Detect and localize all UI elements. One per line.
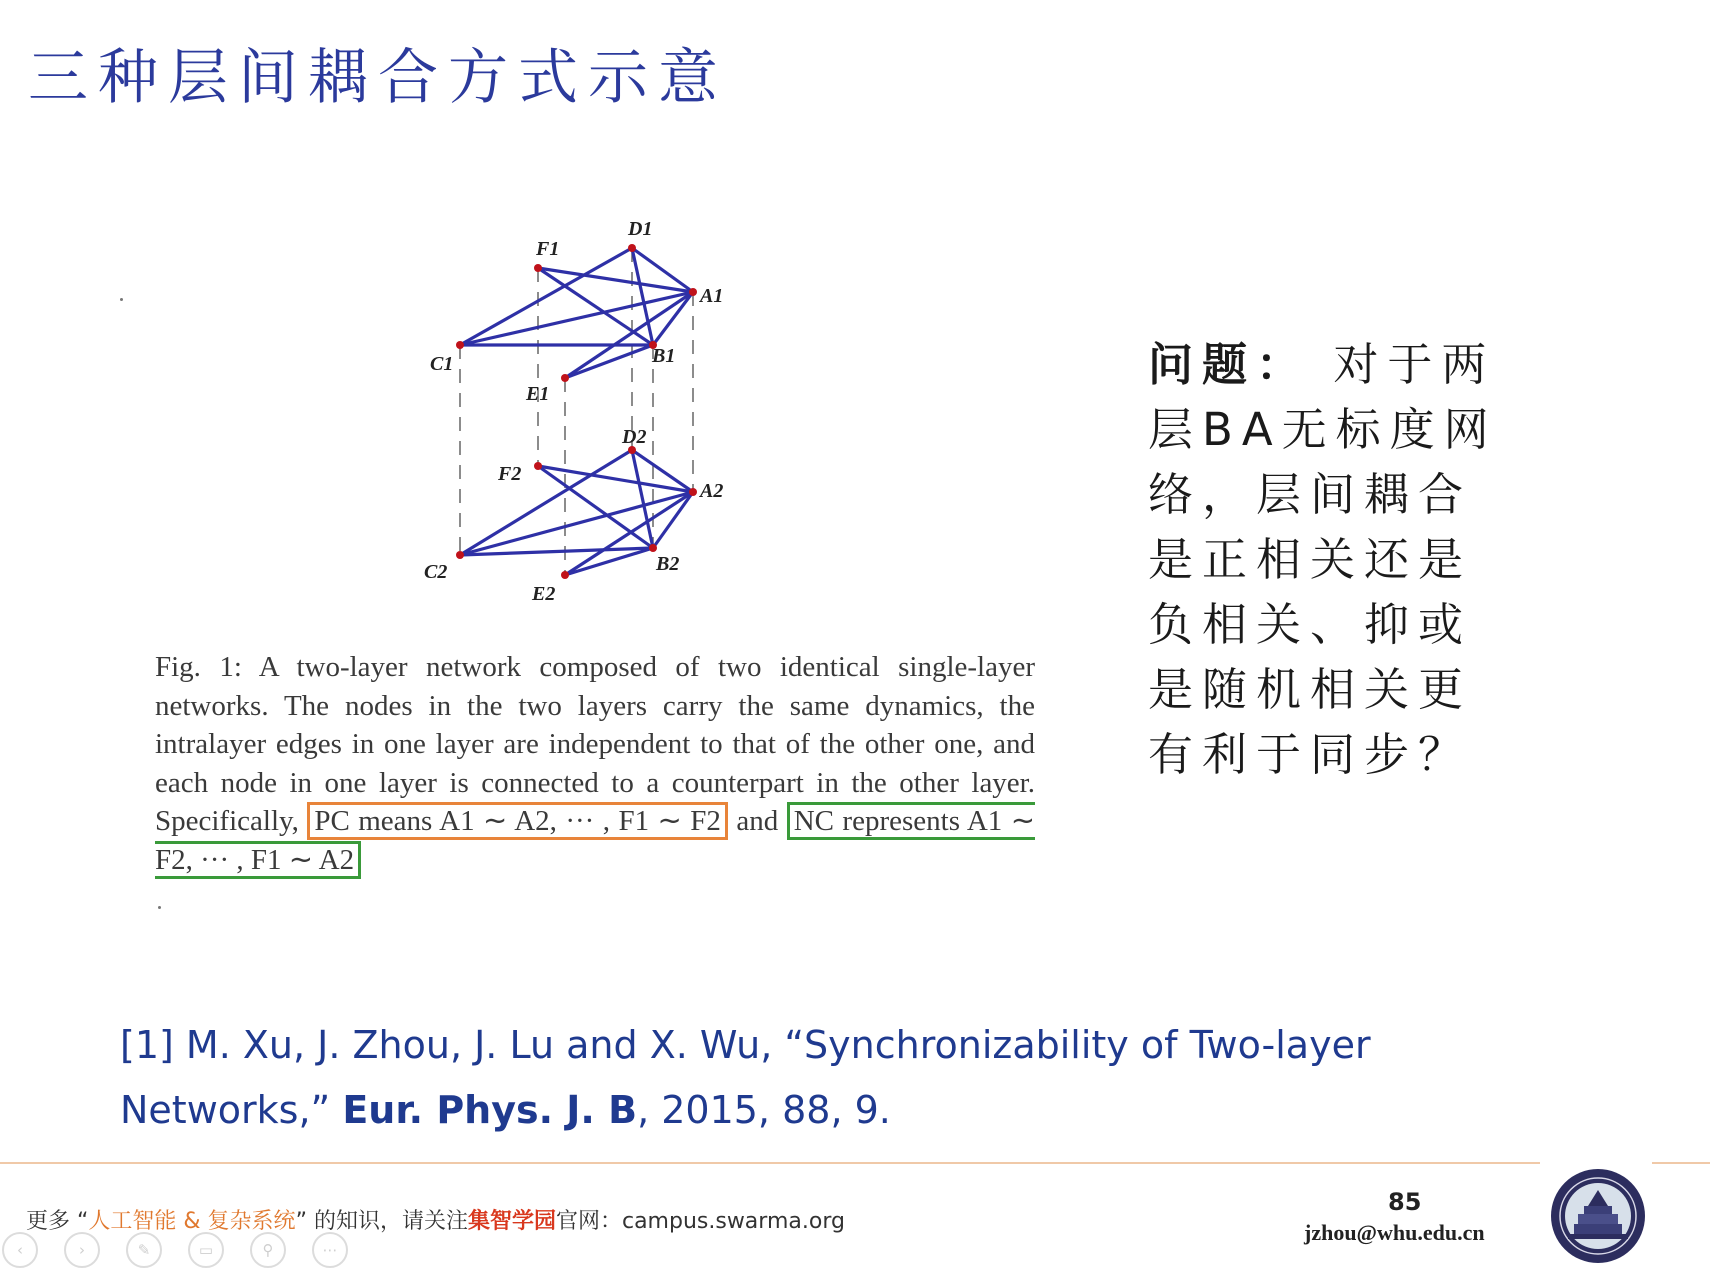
node-d1 (628, 244, 636, 252)
zoom-button[interactable]: ⚲ (250, 1232, 286, 1268)
question-label: 问题： (1148, 338, 1311, 391)
reference-journal: Eur. Phys. J. B (342, 1088, 638, 1132)
node-label-c1: C1 (430, 353, 454, 375)
prev-slide-button[interactable]: ‹ (2, 1232, 38, 1268)
node-label-a2: A2 (700, 480, 724, 502)
node-label-e1: E1 (526, 383, 550, 405)
author-email: jzhou@whu.edu.cn (1304, 1220, 1485, 1245)
more-options-button[interactable]: ⋯ (312, 1232, 348, 1268)
footer-divider (1652, 1162, 1710, 1164)
footer-text-pre: 更多 “ (26, 1209, 89, 1234)
interlayer-links (460, 248, 693, 575)
footer-brand: 集智学园 (467, 1209, 556, 1234)
footer-website: 官网：campus.swarma.org (555, 1209, 845, 1234)
node-label-c2: C2 (424, 561, 448, 583)
stray-dot (158, 906, 161, 909)
reference-prefix: [1] M. Xu, J. Zhou, J. Lu and X. Wu, “Synchronizability of Two-layer Networks,” (120, 1023, 1371, 1132)
edge-d2-b2 (632, 450, 653, 548)
nc-highlight-box: NC represents A1 ∼ F2, ··· , F1 ∼ A2 (155, 802, 1035, 879)
node-label-d1: D1 (628, 218, 653, 240)
pen-tool-button[interactable]: ✎ (126, 1232, 162, 1268)
question-text (1148, 332, 1523, 787)
edge-c2-a2 (460, 492, 693, 555)
footer-text-mid: ” 的知识，请关注 (295, 1209, 468, 1234)
node-f2 (534, 462, 542, 470)
reference-suffix: , 2015, 88, 9. (637, 1088, 891, 1132)
node-label-f2: F2 (498, 463, 522, 485)
edge-d1-c1 (460, 248, 632, 345)
node-b2 (649, 544, 657, 552)
node-c2 (456, 551, 464, 559)
node-e2 (561, 571, 569, 579)
caption-and: and (736, 805, 779, 837)
node-a1 (689, 288, 697, 296)
reference-citation (120, 1013, 1520, 1143)
node-labels (424, 218, 723, 605)
footer-divider (0, 1162, 1540, 1164)
node-label-b1: B1 (652, 345, 676, 367)
footer-topic: 人工智能 & 复杂系统 (88, 1209, 296, 1234)
pc-highlight-box: PC means A1 ∼ A2, ··· , F1 ∼ F2 (307, 802, 728, 840)
node-label-e2: E2 (532, 583, 556, 605)
slides-overview-button[interactable]: ▭ (188, 1232, 224, 1268)
node-label-a1: A1 (700, 285, 724, 307)
node-label-f1: F1 (536, 238, 560, 260)
stray-dot (120, 298, 123, 301)
question-body: 对于两层BA无标度网络，层间耦合是正相关还是负相关、抑或是随机相关更有利于同步？ (1148, 338, 1498, 781)
node-f1 (534, 264, 542, 272)
slide-navigation-controls (2, 1232, 348, 1268)
university-logo (1548, 1166, 1648, 1266)
node-label-d2: D2 (622, 426, 647, 448)
node-label-b2: B2 (656, 553, 680, 575)
edge-c2-b2 (460, 548, 653, 555)
figure-caption (155, 648, 1035, 879)
footer-promo-text (26, 1204, 845, 1235)
page-number: 85 (1388, 1188, 1422, 1216)
next-slide-button[interactable]: › (64, 1232, 100, 1268)
node-c1 (456, 341, 464, 349)
two-layer-network-figure (400, 200, 760, 610)
node-a2 (689, 488, 697, 496)
node-e1 (561, 374, 569, 382)
slide-title: 三种层间耦合方式示意 (28, 43, 728, 113)
edge-f2-a2 (538, 466, 693, 492)
caption-text: Fig. 1: A two-layer network composed of two identical single-layer networks. The nodes in the two layers carry the same dynamics, the intralayer edges in one layer are independent to that of the other one, and each node in one layer is connected to a counterpart in the other layer. Specifically, (155, 651, 1035, 837)
